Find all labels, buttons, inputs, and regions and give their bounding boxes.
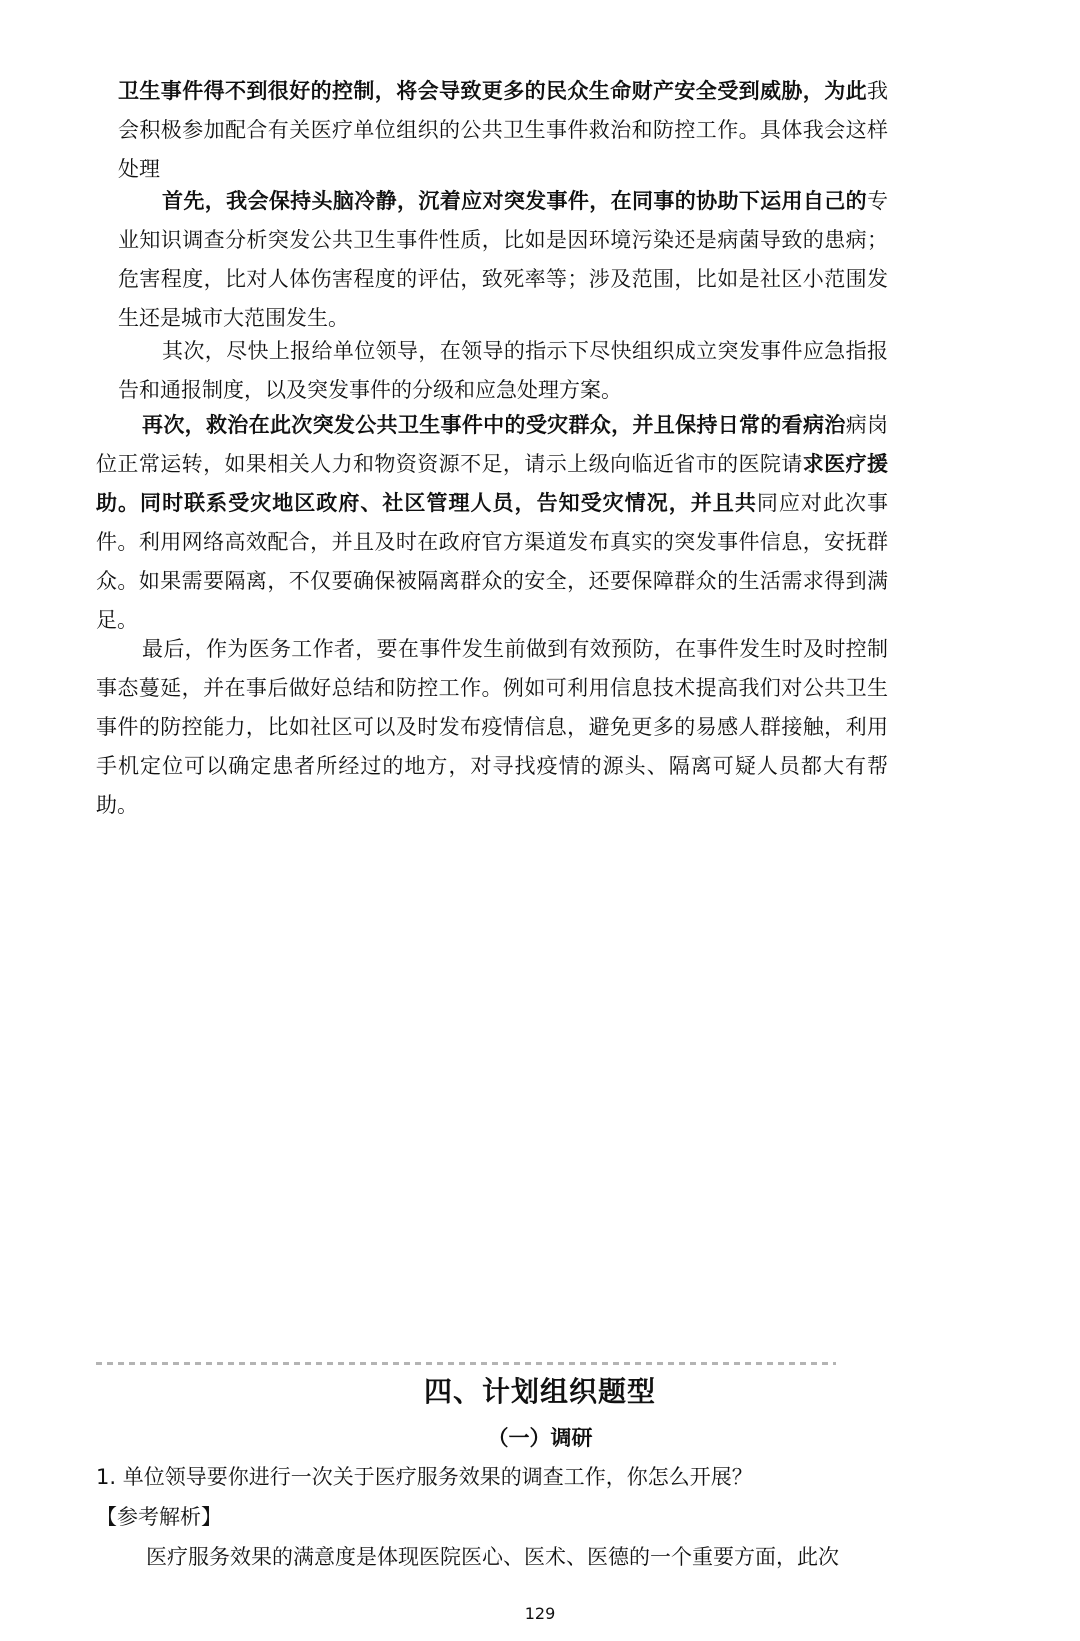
paragraph-5-text: 最后，作为医务工作者，要在事件发生前做到有效预防，在事件发生时及时控制事态蔓延，并在事后做好总结和防控工作。例如可利用信息技术提高我们对公共卫生事件的防控能力，比如社区可以及时发布疫情信息，避免更多的易感人群接触，利用手机定位可以确定患者所经过的地方，对寻找疫情的源头、隔离可疑人员都大有帮助。 — [96, 637, 888, 817]
paragraph-2 — [118, 182, 888, 338]
paragraph-1-bold: 卫生事件得不到很好的控制，将会导致更多的民众生命财产安全受到威胁，为此 — [118, 79, 867, 103]
paragraph-2-text: 专业知识调查分析突发公共卫生事件性质，比如是因环境污染还是病菌导致的患病；危害程度，比对人体伤害程度的评估，致死率等；涉及范围，比如是社区小范围发生还是城市大范围发生。 — [118, 189, 888, 330]
paragraph-4-text-1: 病岗位正常运转，如果相关人力和物资资源不足，请示上级向临近省市的医院请 — [96, 413, 889, 476]
question-text: 1. 单位领导要你进行一次关于医疗服务效果的调查工作，你怎么开展？ — [96, 1465, 753, 1489]
page-number: 129 — [524, 1604, 556, 1623]
section-title: 四、计划组织题型 — [423, 1375, 656, 1408]
paragraph-2-bold: 首先，我会保持头脑冷静，沉着应对突发事件，在同事的协助下运用自己的 — [162, 189, 867, 213]
paragraph-1 — [118, 72, 888, 189]
paragraph-5 — [96, 630, 888, 825]
paragraph-3-text: 其次，尽快上报给单位领导，在领导的指示下尽快组织成立突发事件应急指报告和通报制度，以及突发事件的分级和应急处理方案。 — [118, 339, 888, 402]
paragraph-4-text-2: 同应对此次事件。利用网络高效配合，并且及时在政府官方渠道发布真实的突发事件信息，安抚群众。如果需要隔离，不仅要确保被隔离群众的安全，还要保障群众的生活需求得到满足。 — [96, 491, 889, 632]
paragraph-4 — [96, 406, 888, 640]
answer-start-text: 医疗服务效果的满意度是体现医院医心、医术、医德的一个重要方面，此次 — [146, 1545, 839, 1569]
reference-label: 【参考解析】 — [96, 1505, 222, 1529]
paragraph-3 — [118, 332, 888, 410]
paragraph-4-bold-1: 再次，救治在此次突发公共卫生事件中的受灾群众，并且保持日常的看病治 — [142, 413, 846, 437]
faded-footer-line — [96, 1362, 836, 1365]
paragraph-1-text: 我会积极参加配合有关医疗单位组织的公共卫生事件救治和防控工作。具体我会这样处理 — [118, 79, 888, 181]
section-subtitle: （一）调研 — [487, 1426, 593, 1450]
paragraph-4-bold-2: 求医疗援助。同时联系受灾地区政府、社区管理人员，告知受灾情况，并且共 — [96, 452, 888, 515]
